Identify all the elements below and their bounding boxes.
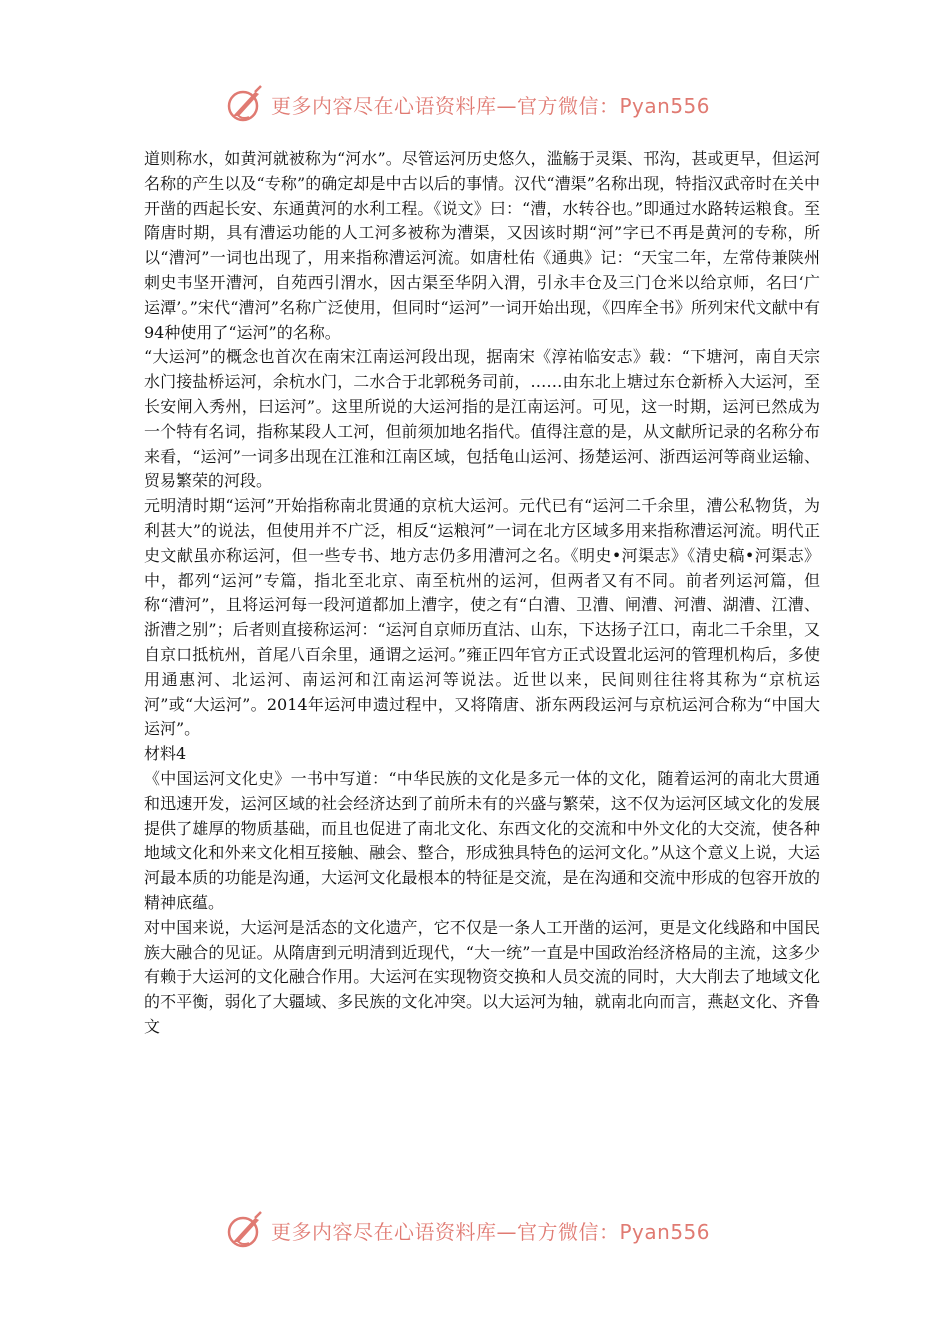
- header-banner: [225, 82, 745, 126]
- footer-banner-text: 更多内容尽在心语资料库—官方微信：Pyan556: [271, 1219, 711, 1244]
- paragraph-1: 道则称水，如黄河就被称为“河水”。尽管运河历史悠久，滥觞于灵渠、邗沟，甚或更早，但运河名称的产生以及“专称”的确定却是中古以后的事情。汉代“漕渠”名称出现，特指汉武帝时在关中开凿的西起长安、东通黄河的水利工程。《说文》曰：“漕，水转谷也。”即通过水路转运粮食。至隋唐时期，具有漕运功能的人工河多被称为漕渠，又因该时期“河”字已不再是黄河的专称，所以“漕河”一词也出现了，用来指称漕运河流。如唐杜佑《通典》记：“天宝二年，左常侍兼陕州刺史韦坚开漕河，自苑西引渭水，因古渠至华阴入渭，引永丰仓及三门仓米以给京师，名曰‘广运潭’。”宋代“漕河”名称广泛使用，但同时“运河”一词开始出现，《四库全书》所列宋代文献中有94种使用了“运河”的名称。: [144, 149, 820, 342]
- quill-pen-logo-icon: [225, 1210, 265, 1250]
- header-banner-text: 更多内容尽在心语资料库—官方微信：Pyan556: [271, 93, 711, 118]
- paragraph-3: 元明清时期“运河”开始指称南北贯通的京杭大运河。元代已有“运河二千余里，漕公私物货，为利甚大”的说法，但使用并不广泛，相反“运粮河”一词在北方区域多用来指称漕运河流。明代正史文献虽亦称运河，但一些专书、地方志仍多用漕河之名。《明史•河渠志》《清史稿•河渠志》中，都列“运河”专篇，指北至北京、南至杭州的运河，但两者又有不同。前者列运河篇，但称“漕河”，且将运河每一段河道都加上漕字，使之有“白漕、卫漕、闸漕、河漕、湖漕、江漕、浙漕之别”；后者则直接称运河：“运河自京师历直沽、山东，下达扬子江口，南北二千余里，又自京口抵杭州，首尾八百余里，通谓之运河。”雍正四年官方正式设置北运河的管理机构后，多使用通惠河、北运河、南运河和江南运河等说法。近世以来，民间则往往将其称为“京杭运河”或“大运河”。2014年运河申遗过程中，又将隋唐、浙东两段运河与京杭运河合称为“中国大运河”。: [144, 496, 820, 739]
- paragraph-2: “大运河”的概念也首次在南宋江南运河段出现，据南宋《淳祐临安志》载：“下塘河，南自天宗水门接盐桥运河，余杭水门，二水合于北郭税务司前，……由东北上塘过东仓新桥入大运河，至长安闸入秀州，曰运河”。这里所说的大运河指的是江南运河。可见，这一时期，运河已然成为一个特有名词，指称某段人工河，但前须加地名指代。值得注意的是，从文献所记录的名称分布来看，“运河”一词多出现在江淮和江南区域，包括龟山运河、扬楚运河、浙西运河等商业运输、贸易繁荣的河段。: [144, 347, 820, 491]
- footer-banner: [225, 1208, 745, 1252]
- paragraph-5: 对中国来说，大运河是活态的文化遗产，它不仅是一条人工开凿的运河，更是文化线路和中国民族大融合的见证。从隋唐到元明清到近现代，“大一统”一直是中国政治经济格局的主流，这多少有赖于大运河的文化融合作用。大运河在实现物资交换和人员交流的同时，大大削去了地域文化的不平衡，弱化了大疆域、多民族的文化冲突。以大运河为轴，就南北向而言，燕赵文化、齐鲁文: [144, 917, 820, 1036]
- quill-pen-logo-icon: [225, 84, 265, 124]
- document-body: [144, 147, 820, 1040]
- section-heading-material-4: 材料4: [144, 744, 187, 764]
- paragraph-4: 《中国运河文化史》一书中写道：“中华民族的文化是多元一体的文化，随着运河的南北大贯通和迅速开发，运河区域的社会经济达到了前所未有的兴盛与繁荣，这不仅为运河区域文化的发展提供了雄厚的物质基础，而且也促进了南北文化、东西文化的交流和中外文化的大交流，使各种地域文化和外来文化相互接触、融会、整合，形成独具特色的运河文化。”从这个意义上说，大运河最本质的功能是沟通，大运河文化最根本的特征是交流，是在沟通和交流中形成的包容开放的精神底蕴。: [144, 768, 820, 912]
